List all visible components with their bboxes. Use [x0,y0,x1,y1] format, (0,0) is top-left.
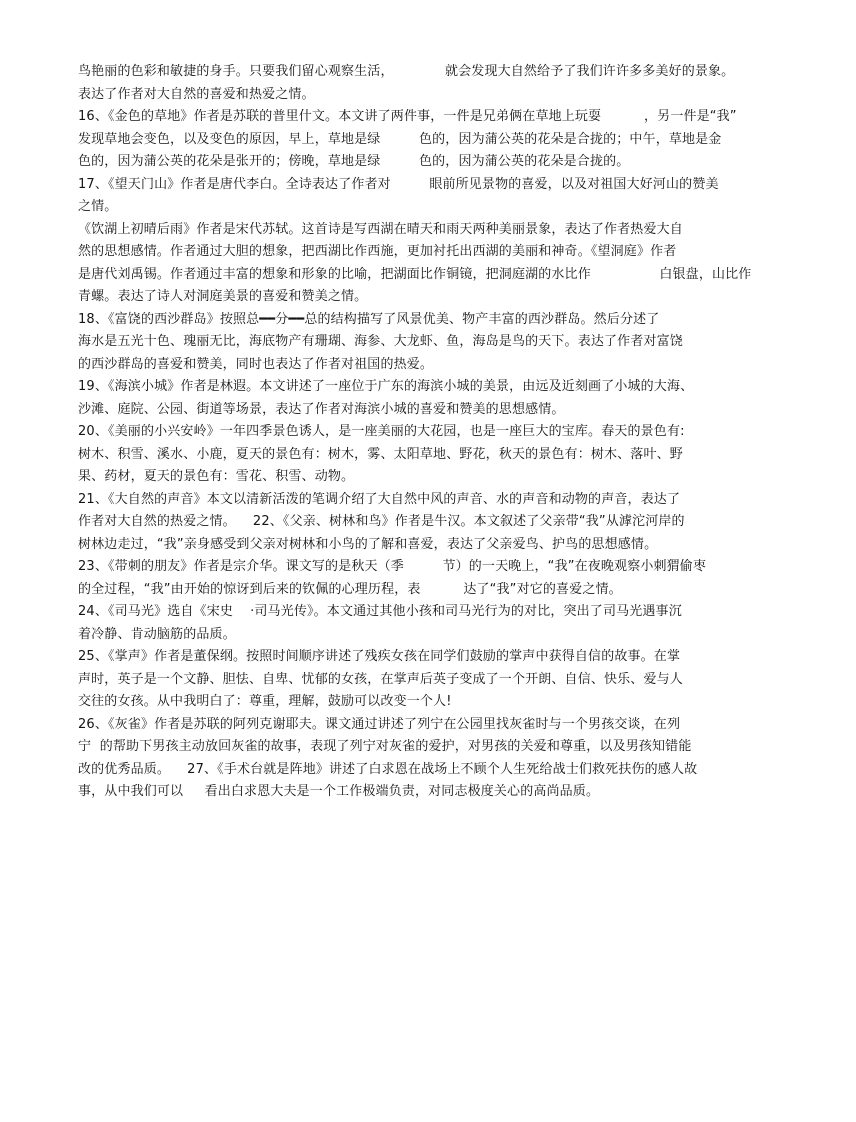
text-line: 20、《美丽的小兴安岭》一年四季景色诱人，是一座美丽的大花园，也是一座巨大的宝库。春天的景色有: [78,424,685,439]
text-line: 的全过程，“我”由开始的惊讶到后来的钦佩的心理历程，表 达了“我”对它的喜爱之情。 [78,582,622,597]
text-line: 事，从中我们可以 看出白求恩大夫是一个工作极端负责，对同志极度关心的高尚品质。 [78,784,600,799]
text-line: 改的优秀品质。 27、《手术台就是阵地》讲述了白求恩在战场上不顾个人生死给战士们救死扶伤的感人故 [78,762,698,777]
text-line: 着冷静、肯动脑筋的品质。 [78,627,236,642]
text-line: 海水是五光十色、瑰丽无比，海底物产有珊瑚、海参、大龙虾、鱼，海岛是鸟的天下。表达了作者对富饶 [78,334,683,349]
text-line: 树木、积雪、溪水、小鹿，夏天的景色有：树木，雾、太阳草地、野花，秋天的景色有：树木、落叶、野 [78,447,683,462]
text-line: 16、《金色的草地》作者是苏联的普里什文。本文讲了两件事，一件是兄弟俩在草地上玩耍 ，另一件是“我” [78,109,737,124]
text-line: 17、《望天门山》作者是唐代李白。全诗表达了作者对 眼前所见景物的喜爱，以及对祖国大好河山的赞美 [78,177,719,192]
text-line: 鸟艳丽的色彩和敏捷的身手。只要我们留心观察生活， 就会发现大自然给予了我们许许多多美好的景象。 [78,64,735,79]
text-line: 青螺。表达了诗人对洞庭美景的喜爱和赞美之情。 [78,289,368,304]
text-line: 色的，因为蒲公英的花朵是张开的；傍晚，草地是绿 色的，因为蒲公英的花朵是合拢的。 [78,154,630,169]
text-line: 交往的女孩。从中我明白了：尊重，理解，鼓励可以改变一个人! [78,694,452,709]
text-line: 宁 的帮助下男孩主动放回灰雀的故事，表现了列宁对灰雀的爱护，对男孩的关爱和尊重，以及男孩知错能 [78,739,692,754]
text-line: 之情。 [78,199,118,214]
text-line: 是唐代刘禹锡。作者通过丰富的想象和形象的比喻，把湖面比作铜镜，把洞庭湖的水比作 白银盘，山比作 [78,267,752,282]
text-line: 25、《掌声》作者是董保纲。按照时间顺序讲述了残疾女孩在同学们鼓励的掌声中获得自信的故事。在掌 [78,649,681,664]
text-line: 树林边走过，“我”亲身感受到父亲对树林和小鸟的了解和喜爱，表达了父亲爱鸟、护鸟的思想感情。 [78,537,658,552]
text-line: 表达了作者对大自然的喜爱和热爱之情。 [78,87,315,102]
text-line: 23、《带刺的朋友》作者是宗介华。课文写的是秋天（季 节）的一天晚上，“我”在夜晚观察小刺猬偷枣 [78,559,707,574]
text-line: 作者对大自然的热爱之情。 22、《父亲、树林和鸟》作者是牛汉。本文叙述了父亲带“我”从滹沱河岸的 [78,514,685,529]
text-line: 的西沙群岛的喜爱和赞美，同时也表达了作者对祖国的热爱。 [78,357,434,372]
text-line: 然的思想感情。作者通过大胆的想象，把西湖比作西施，更加衬托出西湖的美丽和神奇。《望洞庭》作者 [78,244,677,259]
text-line: 26、《灰雀》作者是苏联的阿列克谢耶夫。课文通过讲述了列宁在公园里找灰雀时与一个男孩交谈，在列 [78,717,681,732]
text-line: 24、《司马光》选自《宋史 ·司马光传》。本文通过其他小孩和司马光行为的对比，突出了司马光遇事沉 [78,604,682,619]
text-line: 沙滩、庭院、公园、街道等场景，表达了作者对海滨小城的喜爱和赞美的思想感情。 [78,402,565,417]
text-line: 《饮湖上初晴后雨》作者是宋代苏轼。这首诗是写西湖在晴天和雨天两种美丽景象，表达了作者热爱大自 [78,222,683,237]
text-line: 声时，英子是一个文静、胆怯、自卑、忧郁的女孩，在掌声后英子变成了一个开朗、自信、快乐、爱与人 [78,672,683,687]
text-line: 发现草地会变色，以及变色的原因，早上，草地是绿 色的，因为蒲公英的花朵是合拢的；中午，草地是金 [78,132,722,147]
text-line: 21、《大自然的声音》本文以清新活泼的笔调介绍了大自然中风的声音、水的声音和动物的声音，表达了 [78,492,681,507]
text-line: 19、《海滨小城》作者是林遐。本文讲述了一座位于广东的海滨小城的美景，由远及近刻画了小城的大海、 [78,379,694,394]
text-line: 18、《富饶的西沙群岛》按照总━━分━━总的结构描写了风景优美、物产丰富的西沙群岛。然后分述了 [78,312,660,327]
text-line: 果、药材，夏天的景色有：雪花、积雪、动物。 [78,469,355,484]
